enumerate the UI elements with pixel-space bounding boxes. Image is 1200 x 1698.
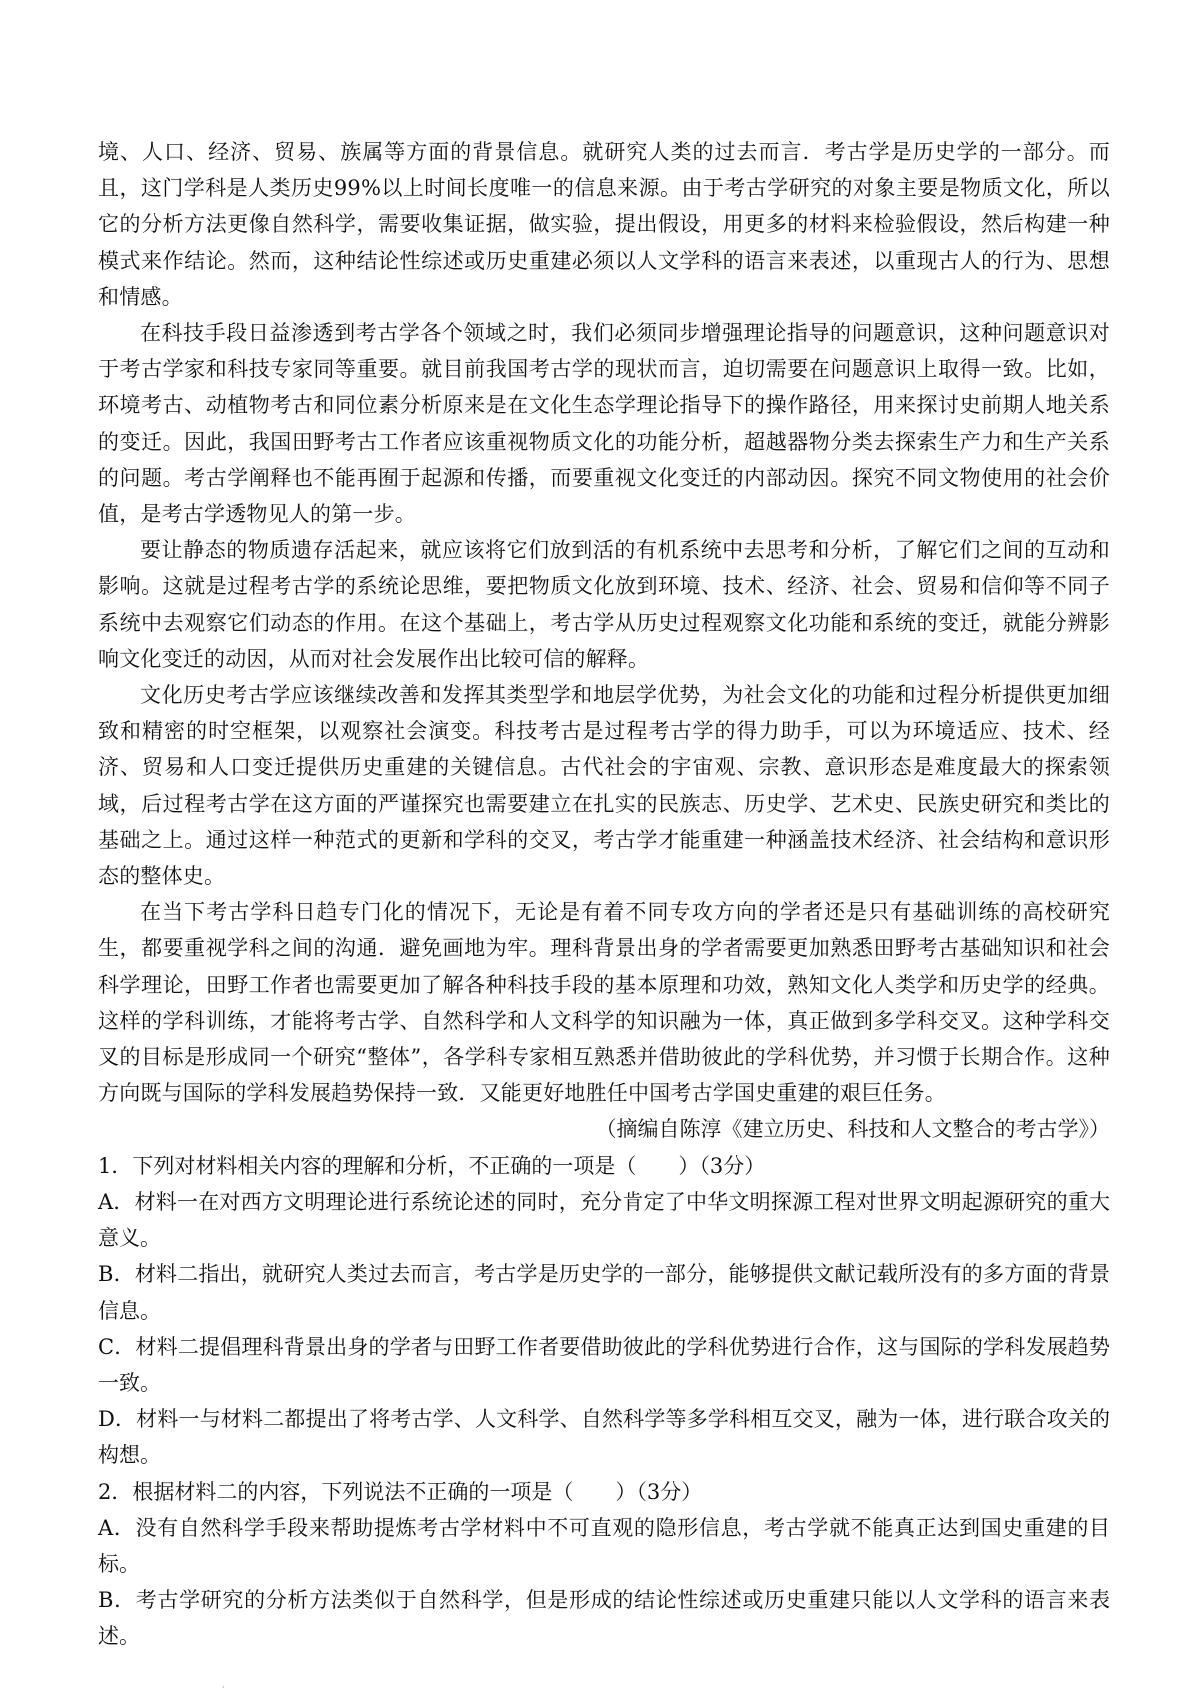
- passage-paragraph-2: 在科技手段日益渗透到考古学各个领域之时，我们必须同步增强理论指导的问题意识，这种问题意识对于考古学家和科技专家同等重要。就目前我国考古学的现状而言，迫切需要在问题意识上取得一致。比如，环境考古、动植物考古和同位素分析原来是在文化生态学理论指导下的操作路径，用来探讨史前期人地关系的变迁。因此，我国田野考古工作者应该重视物质文化的功能分析，超越器物分类去探索生产力和生产关系的问题。考古学阐释也不能再囿于起源和传播，而要重视文化变迁的内部动因。探究不同文物使用的社会价值，是考古学透物见人的第一步。: [98, 321, 1110, 527]
- footer-mark: ·: [222, 1683, 225, 1692]
- question-1-option-d: D．材料一与材料二都提出了将考古学、人文科学、自然科学等多学科相互交叉，融为一体，进行联合攻关的构想。: [98, 1407, 1110, 1468]
- passage-source: （摘编自陈淳《建立历史、科技和人文整合的考古学》）: [595, 1117, 1110, 1142]
- passage: [98, 134, 1110, 1148]
- passage-paragraph-3: 要让静态的物质遗存活起来，就应该将它们放到活的有机系统中去思考和分析，了解它们之间的互动和影响。这就是过程考古学的系统论思维，要把物质文化放到环境、技术、经济、社会、贸易和信仰等不同子系统中去观察它们动态的作用。在这个基础上，考古学从历史过程观察文化功能和系统的变迁，就能分辨影响文化变迁的动因，从而对社会发展作出比较可信的解释。: [98, 538, 1110, 671]
- exam-page: [98, 134, 1110, 1655]
- question-1-option-b: B．材料二指出，就研究人类过去而言，考古学是历史学的一部分，能够提供文献记载所没有的多方面的背景信息。: [98, 1262, 1110, 1323]
- passage-paragraph-5: 在当下考古学科日趋专门化的情况下，无论是有着不同专攻方向的学者还是只有基础训练的高校研究生，都要重视学科之间的沟通．避免画地为牢。理科背景出身的学者需要更加熟悉田野考古基础知识和社会科学理论，田野工作者也需要更加了解各种科技手段的基本原理和功效，熟知文化人类学和历史学的经典。这样的学科训练，才能将考古学、自然科学和人文科学的知识融为一体，真正做到多学科交叉。这种学科交叉的目标是形成同一个研究“整体”，各学科专家相互熟悉并借助彼此的学科优势，并习惯于长期合作。这种方向既与国际的学科发展趋势保持一致．又能更好地胜任中国考古学国史重建的艰巨任务。: [98, 900, 1110, 1106]
- question-1-stem: 1．下列对材料相关内容的理解和分析，不正确的一项是（ ）（3分）: [98, 1153, 766, 1178]
- question-2-option-a: A．没有自然科学手段来帮助提炼考古学材料中不可直观的隐形信息，考古学就不能真正达到国史重建的目标。: [98, 1515, 1110, 1576]
- question-1: [98, 1148, 1110, 1474]
- question-1-option-c: C．材料二提倡理科背景出身的学者与田野工作者要借助彼此的学科优势进行合作，这与国际的学科发展趋势一致。: [98, 1334, 1110, 1395]
- passage-paragraph-1: 境、人口、经济、贸易、族属等方面的背景信息。就研究人类的过去而言．考古学是历史学的一部分。而且，这门学科是人类历史99%以上时间长度唯一的信息来源。由于考古学研究的对象主要是物质文化，所以它的分析方法更像自然科学，需要收集证据，做实验，提出假设，用更多的材料来检验假设，然后构建一种模式来作结论。然而，这种结论性综述或历史重建必须以人文学科的语言来表述，以重现古人的行为、思想和情感。: [98, 140, 1110, 309]
- question-2-option-b: B．考古学研究的分析方法类似于自然科学，但是形成的结论性综述或历史重建只能以人文学科的语言来表述。: [98, 1588, 1110, 1649]
- question-1-option-a: A．材料一在对西方文明理论进行系统论述的同时，充分肯定了中华文明探源工程对世界文明起源研究的重大意义。: [98, 1189, 1110, 1251]
- question-2-stem: 2．根据材料二的内容，下列说法不正确的一项是（ ）（3分）: [98, 1479, 703, 1504]
- passage-paragraph-4: 文化历史考古学应该继续改善和发挥其类型学和地层学优势，为社会文化的功能和过程分析提供更加细致和精密的时空框架，以观察社会演变。科技考古是过程考古学的得力助手，可以为环境适应、技术、经济、贸易和人口变迁提供历史重建的关键信息。古代社会的宇宙观、宗教、意识形态是难度最大的探索领域，后过程考古学在这方面的严谨探究也需要建立在扎实的民族志、历史学、艺术史、民族史研究和类比的基础之上。通过这样一种范式的更新和学科的交叉，考古学才能重建一种涵盖技术经济、社会结构和意识形态的整体史。: [98, 683, 1110, 889]
- question-2: [98, 1474, 1110, 1655]
